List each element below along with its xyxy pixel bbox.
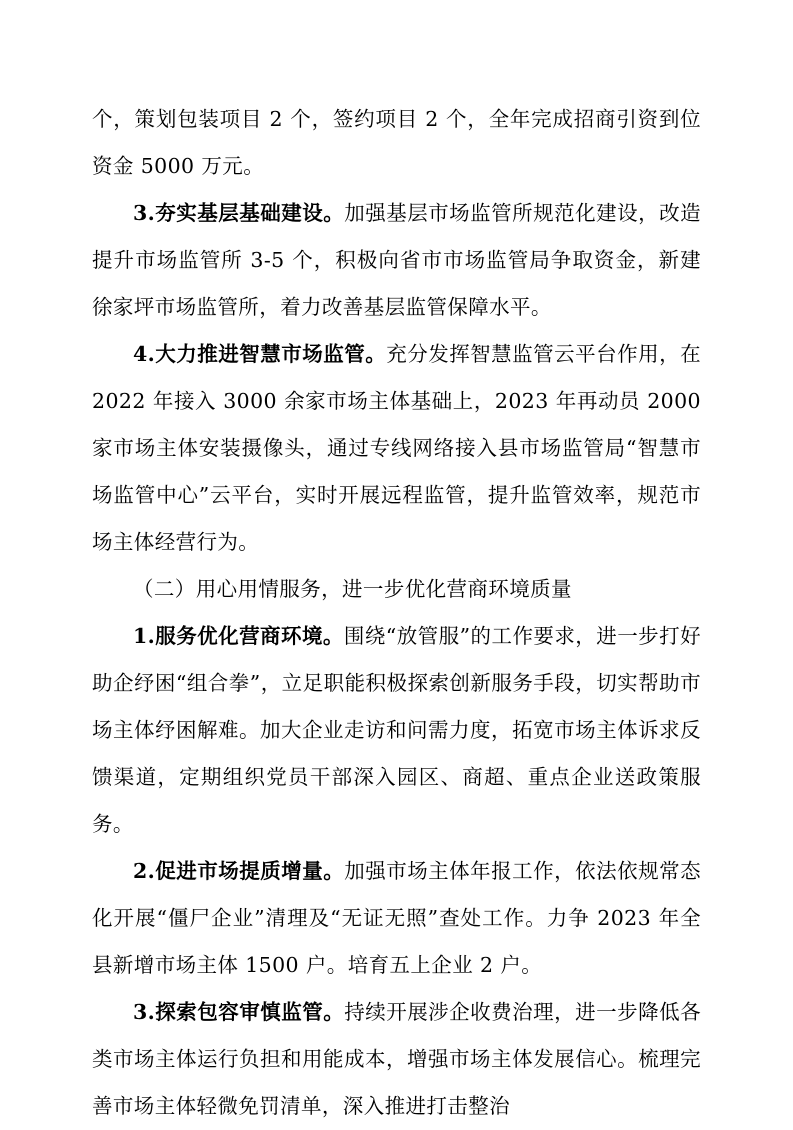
paragraph-lead-bold: 3.探索包容审慎监管。 (133, 1000, 345, 1024)
paragraph-item-2-market-quality (92, 848, 701, 989)
paragraph-text: 持续开展涉企收费治理，进一步降低各类市场主体运行负担和用能成本，增强市场主体发展信心。梳理完善市场主体轻微免罚清单，深入推进打击整治 (92, 1000, 701, 1118)
paragraph-item-3-inclusive-supervision (92, 989, 701, 1130)
paragraph-text: 加强市场主体年报工作，依法依规常态化开展“僵尸企业”清理及“无证无照”查处工作。力争 2023 年全县新增市场主体 1500 户。培育五上企业 2 户。 (92, 859, 701, 977)
paragraph-lead-bold: 3.夯实基层基础建设。 (133, 201, 345, 225)
paragraph-item-1-business-environment (92, 613, 701, 848)
paragraph-text: （二）用心用情服务，进一步优化营商环境质量 (133, 577, 572, 601)
document-body (92, 96, 701, 1130)
paragraph-item-3-foundation (92, 190, 701, 331)
paragraph-text: 充分发挥智慧监管云平台作用，在 2022 年接入 3000 余家市场主体基础上，2023 年再动员 2000 家市场主体安装摄像头，通过专线网络接入县市场监管局“智慧市场监管中心”云平台，实时开展远程监管，提升监管效率，规范市场主体经营行为。 (92, 342, 702, 554)
paragraph-lead-bold: 2.促进市场提质增量。 (133, 859, 345, 883)
paragraph-text: 围绕“放管服”的工作要求，进一步打好助企纾困“组合拳”，立足职能积极探索创新服务手段，切实帮助市场主体纾困解难。加大企业走访和问需力度，拓宽市场主体诉求反馈渠道，定期组织党员干部深入园区、商超、重点企业送政策服务。 (92, 624, 701, 836)
paragraph-section-2-heading (92, 566, 701, 613)
paragraph-lead-bold: 4.大力推进智慧市场监管。 (133, 342, 387, 366)
paragraph-item-4-smart-supervision (92, 331, 701, 566)
paragraph-text: 个，策划包装项目 2 个，签约项目 2 个，全年完成招商引资到位资金 5000 万元。 (92, 107, 701, 178)
paragraph-continuation (92, 96, 701, 190)
paragraph-lead-bold: 1.服务优化营商环境。 (133, 624, 344, 648)
paragraph-text: 加强基层市场监管所规范化建设，改造提升市场监管所 3-5 个，积极向省市市场监管局争取资金，新建徐家坪市场监管所，着力改善基层监管保障水平。 (92, 201, 701, 319)
